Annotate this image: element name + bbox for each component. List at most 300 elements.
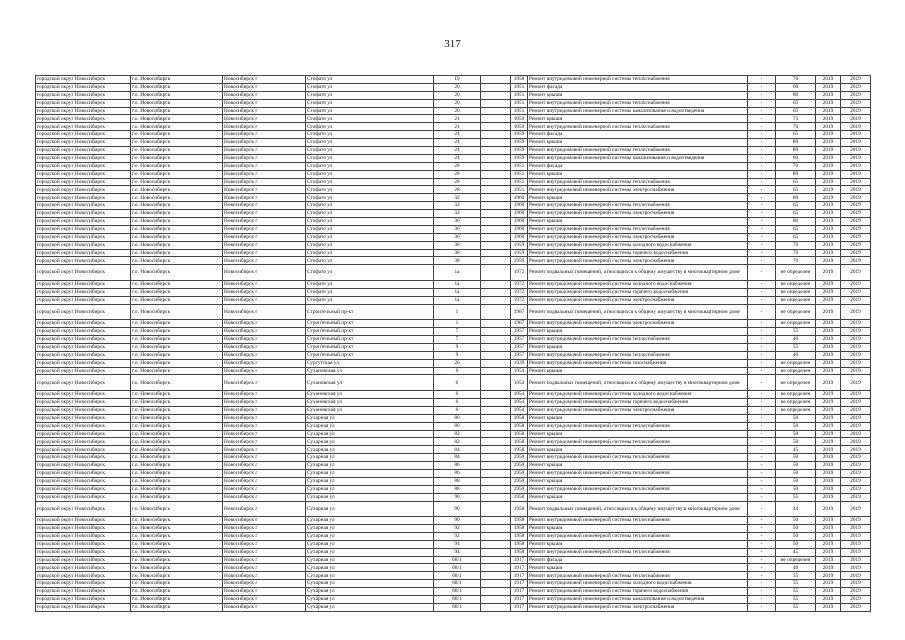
cell-percent: не определен (776, 406, 816, 414)
cell-street: Стофато ул (306, 178, 434, 186)
cell-street: Сургутская ул (306, 359, 434, 367)
cell-street: Стофато ул (306, 257, 434, 265)
cell-year: 1958 (511, 540, 528, 548)
cell-district: городской округ Новосибирск (36, 351, 131, 359)
cell-district: городской округ Новосибирск (36, 280, 131, 288)
cell-street: Сухановская ул (306, 391, 434, 399)
cell-start-year: 2019 (816, 194, 841, 202)
cell-municipality: г.о. Новосибирск (131, 225, 223, 233)
cell-district: городской округ Новосибирск (36, 139, 131, 147)
cell-year: 1959 (511, 241, 528, 249)
cell-municipality: г.о. Новосибирск (131, 572, 223, 580)
cell-work: Ремонт внутридомовой инженерной системы горячего водоснабжения (528, 249, 748, 257)
cell-street: Стофато ул (306, 131, 434, 139)
cell-end-year: 2019 (841, 477, 871, 485)
cell-municipality: г.о. Новосибирск (131, 328, 223, 336)
cell-dash: - (748, 218, 776, 226)
cell-percent: 70 (776, 76, 816, 84)
cell-municipality: г.о. Новосибирск (131, 375, 223, 391)
cell-percent: 50 (776, 517, 816, 525)
cell-house: 7 (434, 328, 481, 336)
cell-extra (481, 336, 511, 344)
cell-end-year: 2019 (841, 320, 871, 328)
cell-street: Сухарная ул (306, 469, 434, 477)
cell-municipality: г.о. Новосибирск (131, 304, 223, 320)
cell-city: Новосибирск г (223, 359, 306, 367)
cell-district: городской округ Новосибирск (36, 249, 131, 257)
cell-dash: - (748, 265, 776, 281)
cell-dash: - (748, 532, 776, 540)
table-row (36, 139, 871, 147)
cell-dash: - (748, 296, 776, 304)
cell-work: Ремонт подвальных помещений, относящихся к общему имуществу в многоквартирном доме (528, 265, 748, 281)
cell-dash: - (748, 430, 776, 438)
cell-house: 94 (434, 540, 481, 548)
cell-city: Новосибирск г (223, 517, 306, 525)
table-row (36, 446, 871, 454)
table-row (36, 115, 871, 123)
cell-district: городской округ Новосибирск (36, 422, 131, 430)
cell-house: 32 (434, 194, 481, 202)
cell-work: Ремонт внутридомовой инженерной системы электроснабжения (528, 296, 748, 304)
cell-start-year: 2019 (816, 257, 841, 265)
cell-house: 86 (434, 462, 481, 470)
table-row (36, 572, 871, 580)
cell-extra (481, 194, 511, 202)
cell-house: 82 (434, 430, 481, 438)
cell-start-year: 2019 (816, 438, 841, 446)
cell-start-year: 2019 (816, 588, 841, 596)
cell-start-year: 2019 (816, 343, 841, 351)
cell-city: Новосибирск г (223, 532, 306, 540)
table-row (36, 367, 871, 375)
cell-start-year: 2019 (816, 422, 841, 430)
cell-end-year: 2019 (841, 367, 871, 375)
cell-percent: не определен (776, 288, 816, 296)
cell-work: Ремонт внутридомовой инженерной системы теплоснабжения (528, 225, 748, 233)
cell-municipality: г.о. Новосибирск (131, 501, 223, 517)
cell-work: Ремонт внутридомовой инженерной системы холодного водоснабжения (528, 580, 748, 588)
cell-street: Сухарная ул (306, 532, 434, 540)
cell-house: 68/1 (434, 556, 481, 564)
cell-dash: - (748, 170, 776, 178)
cell-street: Стофато ул (306, 91, 434, 99)
cell-house: 20 (434, 99, 481, 107)
cell-house: 6 (434, 391, 481, 399)
cell-work: Ремонт внутридомовой инженерной системы канализования и водоотведения (528, 154, 748, 162)
repair-schedule-table (35, 75, 871, 612)
cell-house: 68/1 (434, 572, 481, 580)
cell-house: 6 (434, 406, 481, 414)
cell-city: Новосибирск г (223, 83, 306, 91)
cell-extra (481, 532, 511, 540)
cell-year: 1954 (511, 367, 528, 375)
cell-municipality: г.о. Новосибирск (131, 210, 223, 218)
cell-year: 1958 (511, 438, 528, 446)
cell-district: городской округ Новосибирск (36, 580, 131, 588)
cell-extra (481, 430, 511, 438)
cell-street: Сухарная ул (306, 540, 434, 548)
cell-extra (481, 328, 511, 336)
cell-house: 7 (434, 336, 481, 344)
cell-start-year: 2019 (816, 336, 841, 344)
cell-start-year: 2019 (816, 462, 841, 470)
cell-house: 88 (434, 477, 481, 485)
cell-street: Стофато ул (306, 83, 434, 91)
cell-year: 1958 (511, 446, 528, 454)
cell-year: 1951 (511, 91, 528, 99)
cell-end-year: 2019 (841, 430, 871, 438)
cell-city: Новосибирск г (223, 296, 306, 304)
cell-start-year: 2019 (816, 454, 841, 462)
cell-percent: 55 (776, 343, 816, 351)
cell-end-year: 2019 (841, 154, 871, 162)
cell-house: 36 (434, 218, 481, 226)
cell-year: 1958 (511, 501, 528, 517)
cell-end-year: 2019 (841, 572, 871, 580)
cell-end-year: 2019 (841, 186, 871, 194)
cell-percent: 50 (776, 477, 816, 485)
cell-start-year: 2019 (816, 501, 841, 517)
cell-extra (481, 162, 511, 170)
table-row (36, 540, 871, 548)
cell-street: Сухарная ул (306, 501, 434, 517)
cell-extra (481, 398, 511, 406)
cell-extra (481, 186, 511, 194)
cell-dash: - (748, 446, 776, 454)
cell-start-year: 2019 (816, 249, 841, 257)
cell-city: Новосибирск г (223, 414, 306, 422)
cell-city: Новосибирск г (223, 596, 306, 604)
cell-percent: 80 (776, 147, 816, 155)
table-row (36, 485, 871, 493)
cell-start-year: 2019 (816, 320, 841, 328)
cell-municipality: г.о. Новосибирск (131, 139, 223, 147)
cell-end-year: 2019 (841, 580, 871, 588)
cell-district: городской округ Новосибирск (36, 375, 131, 391)
cell-extra (481, 406, 511, 414)
cell-work: Ремонт внутридомовой инженерной системы электроснабжения (528, 603, 748, 611)
cell-city: Новосибирск г (223, 202, 306, 210)
cell-extra (481, 493, 511, 501)
cell-work: Ремонт крыши (528, 525, 748, 533)
cell-year: 1954 (511, 398, 528, 406)
cell-percent: 65 (776, 210, 816, 218)
table-row (36, 280, 871, 288)
cell-extra (481, 154, 511, 162)
cell-extra (481, 123, 511, 131)
cell-district: городской округ Новосибирск (36, 532, 131, 540)
cell-city: Новосибирск г (223, 186, 306, 194)
cell-dash: - (748, 320, 776, 328)
cell-work: Ремонт внутридомовой инженерной системы электроснабжения (528, 257, 748, 265)
table-row (36, 336, 871, 344)
cell-percent: 70 (776, 241, 816, 249)
cell-extra (481, 76, 511, 84)
cell-work: Ремонт внутридомовой инженерной системы теплоснабжения (528, 422, 748, 430)
cell-district: городской округ Новосибирск (36, 162, 131, 170)
cell-dash: - (748, 154, 776, 162)
cell-dash: - (748, 462, 776, 470)
cell-dash: - (748, 603, 776, 611)
cell-municipality: г.о. Новосибирск (131, 462, 223, 470)
cell-extra (481, 548, 511, 556)
cell-work: Ремонт внутридомовой инженерной системы теплоснабжения (528, 485, 748, 493)
cell-municipality: г.о. Новосибирск (131, 320, 223, 328)
cell-year: 1958 (511, 414, 528, 422)
cell-street: Сухарная ул (306, 525, 434, 533)
cell-dash: - (748, 454, 776, 462)
cell-house: 94 (434, 548, 481, 556)
cell-start-year: 2019 (816, 170, 841, 178)
cell-district: городской округ Новосибирск (36, 107, 131, 115)
cell-year: 1951 (511, 162, 528, 170)
cell-city: Новосибирск г (223, 540, 306, 548)
cell-start-year: 2019 (816, 493, 841, 501)
cell-work: Ремонт внутридомовой инженерной системы электроснабжения (528, 406, 748, 414)
cell-extra (481, 375, 511, 391)
cell-end-year: 2019 (841, 178, 871, 186)
cell-percent: 70 (776, 257, 816, 265)
cell-street: Строительный пр-кт (306, 304, 434, 320)
cell-street: Стофато ул (306, 280, 434, 288)
cell-district: городской округ Новосибирск (36, 469, 131, 477)
cell-district: городской округ Новосибирск (36, 265, 131, 281)
cell-end-year: 2019 (841, 532, 871, 540)
cell-municipality: г.о. Новосибирск (131, 343, 223, 351)
table-row (36, 564, 871, 572)
cell-street: Сухарная ул (306, 493, 434, 501)
cell-dash: - (748, 131, 776, 139)
cell-year: 1958 (511, 477, 528, 485)
cell-year: 1917 (511, 580, 528, 588)
cell-house: 92 (434, 525, 481, 533)
cell-start-year: 2019 (816, 580, 841, 588)
cell-percent: 50 (776, 422, 816, 430)
cell-city: Новосибирск г (223, 139, 306, 147)
cell-end-year: 2019 (841, 336, 871, 344)
cell-dash: - (748, 210, 776, 218)
cell-start-year: 2019 (816, 532, 841, 540)
cell-work: Ремонт внутридомовой инженерной системы холодного водоснабжения (528, 391, 748, 399)
cell-dash: - (748, 501, 776, 517)
cell-percent: не определен (776, 375, 816, 391)
cell-house: 1 (434, 304, 481, 320)
cell-district: городской округ Новосибирск (36, 257, 131, 265)
cell-end-year: 2019 (841, 218, 871, 226)
cell-work: Ремонт внутридомовой инженерной системы теплоснабжения (528, 454, 748, 462)
cell-year: 1967 (511, 320, 528, 328)
cell-dash: - (748, 572, 776, 580)
cell-district: городской округ Новосибирск (36, 99, 131, 107)
cell-city: Новосибирск г (223, 280, 306, 288)
cell-district: городской округ Новосибирск (36, 288, 131, 296)
cell-dash: - (748, 493, 776, 501)
cell-municipality: г.о. Новосибирск (131, 115, 223, 123)
cell-work: Ремонт внутридомовой инженерной системы теплоснабжения (528, 532, 748, 540)
cell-end-year: 2019 (841, 375, 871, 391)
cell-street: Сухарная ул (306, 517, 434, 525)
cell-end-year: 2019 (841, 225, 871, 233)
cell-start-year: 2019 (816, 288, 841, 296)
cell-extra (481, 107, 511, 115)
cell-year: 1959 (511, 139, 528, 147)
cell-house: 1а (434, 265, 481, 281)
cell-work: Ремонт крыши (528, 477, 748, 485)
cell-extra (481, 564, 511, 572)
cell-municipality: г.о. Новосибирск (131, 186, 223, 194)
cell-start-year: 2019 (816, 162, 841, 170)
cell-end-year: 2019 (841, 469, 871, 477)
cell-house: 28 (434, 186, 481, 194)
cell-city: Новосибирск г (223, 107, 306, 115)
cell-district: городской округ Новосибирск (36, 202, 131, 210)
cell-municipality: г.о. Новосибирск (131, 123, 223, 131)
cell-municipality: г.о. Новосибирск (131, 438, 223, 446)
cell-street: Сухарная ул (306, 603, 434, 611)
cell-work: Ремонт внутридомовой инженерной системы горячего водоснабжения (528, 588, 748, 596)
cell-house: 28 (434, 162, 481, 170)
cell-municipality: г.о. Новосибирск (131, 83, 223, 91)
cell-municipality: г.о. Новосибирск (131, 540, 223, 548)
cell-dash: - (748, 375, 776, 391)
cell-start-year: 2019 (816, 572, 841, 580)
cell-city: Новосибирск г (223, 99, 306, 107)
cell-year: 1959 (511, 249, 528, 257)
cell-percent: 55 (776, 328, 816, 336)
cell-district: городской округ Новосибирск (36, 493, 131, 501)
table-row (36, 257, 871, 265)
cell-dash: - (748, 147, 776, 155)
cell-percent: 50 (776, 414, 816, 422)
table-row (36, 588, 871, 596)
cell-end-year: 2019 (841, 147, 871, 155)
table-row (36, 438, 871, 446)
cell-municipality: г.о. Новосибирск (131, 406, 223, 414)
cell-percent: 70 (776, 123, 816, 131)
table-row (36, 147, 871, 155)
cell-work: Ремонт внутридомовой инженерной системы теплоснабжения (528, 76, 748, 84)
cell-house: 68/1 (434, 603, 481, 611)
cell-work: Ремонт внутридомовой инженерной системы теплоснабжения (528, 469, 748, 477)
cell-city: Новосибирск г (223, 603, 306, 611)
cell-percent: 65 (776, 186, 816, 194)
cell-end-year: 2019 (841, 107, 871, 115)
cell-end-year: 2019 (841, 304, 871, 320)
cell-end-year: 2019 (841, 241, 871, 249)
cell-district: городской округ Новосибирск (36, 296, 131, 304)
cell-work: Ремонт подвальных помещений, относящихся к общему имуществу в многоквартирном доме (528, 501, 748, 517)
cell-district: городской округ Новосибирск (36, 336, 131, 344)
cell-municipality: г.о. Новосибирск (131, 218, 223, 226)
cell-year: 1960 (511, 210, 528, 218)
table-row (36, 233, 871, 241)
cell-extra (481, 359, 511, 367)
cell-year: 1951 (511, 186, 528, 194)
cell-dash: - (748, 83, 776, 91)
cell-dash: - (748, 422, 776, 430)
cell-extra (481, 469, 511, 477)
cell-start-year: 2019 (816, 359, 841, 367)
cell-end-year: 2019 (841, 265, 871, 281)
cell-dash: - (748, 548, 776, 556)
cell-percent: 65 (776, 131, 816, 139)
cell-street: Сухановская ул (306, 367, 434, 375)
cell-end-year: 2019 (841, 548, 871, 556)
cell-street: Стофато ул (306, 233, 434, 241)
cell-percent: 55 (776, 572, 816, 580)
cell-start-year: 2019 (816, 414, 841, 422)
cell-dash: - (748, 485, 776, 493)
cell-house: 24 (434, 154, 481, 162)
cell-house: 80 (434, 422, 481, 430)
cell-dash: - (748, 304, 776, 320)
cell-district: городской округ Новосибирск (36, 548, 131, 556)
cell-percent: 50 (776, 462, 816, 470)
cell-extra (481, 178, 511, 186)
cell-street: Сухарная ул (306, 414, 434, 422)
cell-city: Новосибирск г (223, 477, 306, 485)
cell-city: Новосибирск г (223, 422, 306, 430)
cell-year: 1951 (511, 99, 528, 107)
cell-year: 1987 (511, 304, 528, 320)
cell-extra (481, 525, 511, 533)
cell-street: Стофато ул (306, 154, 434, 162)
cell-dash: - (748, 76, 776, 84)
cell-year: 1959 (511, 147, 528, 155)
cell-end-year: 2019 (841, 596, 871, 604)
cell-end-year: 2019 (841, 194, 871, 202)
cell-district: городской округ Новосибирск (36, 210, 131, 218)
cell-district: городской округ Новосибирск (36, 76, 131, 84)
cell-extra (481, 280, 511, 288)
cell-city: Новосибирск г (223, 391, 306, 399)
cell-dash: - (748, 517, 776, 525)
cell-year: 1957 (511, 351, 528, 359)
cell-percent: 70 (776, 162, 816, 170)
cell-municipality: г.о. Новосибирск (131, 154, 223, 162)
cell-start-year: 2019 (816, 391, 841, 399)
cell-end-year: 2019 (841, 603, 871, 611)
cell-municipality: г.о. Новосибирск (131, 588, 223, 596)
cell-start-year: 2019 (816, 280, 841, 288)
cell-district: городской округ Новосибирск (36, 91, 131, 99)
cell-percent: 80 (776, 91, 816, 99)
table-row (36, 398, 871, 406)
cell-start-year: 2019 (816, 107, 841, 115)
cell-start-year: 2019 (816, 525, 841, 533)
cell-year: 1958 (511, 548, 528, 556)
cell-district: городской округ Новосибирск (36, 115, 131, 123)
cell-start-year: 2019 (816, 225, 841, 233)
cell-municipality: г.о. Новосибирск (131, 91, 223, 99)
table-row (36, 501, 871, 517)
cell-end-year: 2019 (841, 210, 871, 218)
cell-house: 38 (434, 241, 481, 249)
cell-municipality: г.о. Новосибирск (131, 147, 223, 155)
cell-start-year: 2019 (816, 328, 841, 336)
cell-year: 1972 (511, 288, 528, 296)
cell-start-year: 2019 (816, 218, 841, 226)
cell-street: Стофато ул (306, 99, 434, 107)
cell-house: 28 (434, 170, 481, 178)
cell-district: городской округ Новосибирск (36, 501, 131, 517)
cell-district: городской округ Новосибирск (36, 414, 131, 422)
cell-extra (481, 477, 511, 485)
cell-year: 1958 (511, 469, 528, 477)
cell-extra (481, 603, 511, 611)
cell-municipality: г.о. Новосибирск (131, 249, 223, 257)
